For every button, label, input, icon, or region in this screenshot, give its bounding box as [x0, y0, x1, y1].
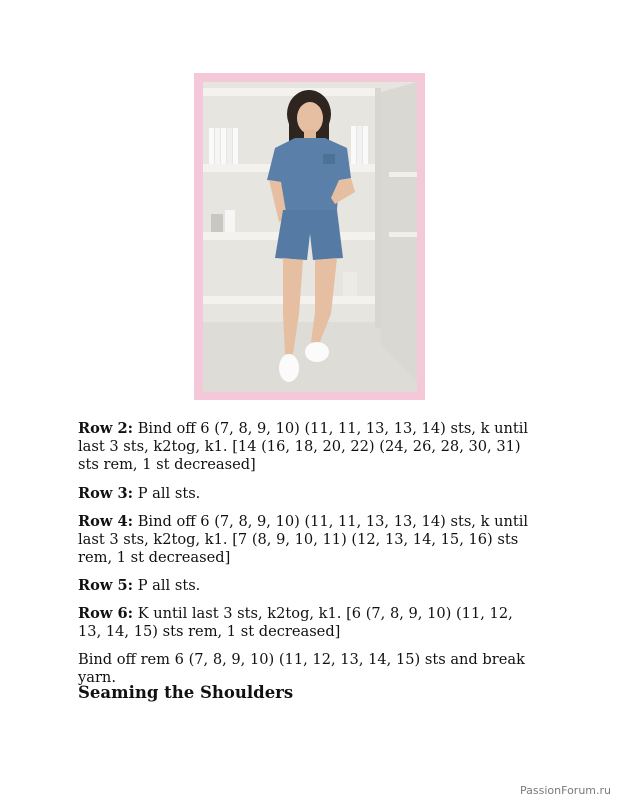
pattern-instructions [78, 420, 540, 687]
photo-frame [194, 73, 425, 400]
model-photo [203, 82, 417, 392]
row-label: Row 6: [78, 605, 134, 622]
row-text: K until last 3 sts, k2tog, k1. [6 (7, 8, 9, 10) (11, 12, 13, 14, 15) sts rem, 1 st decreased] [78, 605, 513, 640]
row-label: Row 2: [78, 420, 134, 437]
bind-off-instruction: Bind off rem 6 (7, 8, 9, 10) (11, 12, 13, 14, 15) sts and break yarn. [78, 651, 525, 686]
row-label: Row 3: [78, 485, 134, 502]
row-4-instruction [78, 513, 540, 567]
row-text: P all sts. [133, 577, 201, 594]
row-label: Row 5: [78, 577, 134, 594]
row-6-instruction [78, 605, 540, 641]
row-text: P all sts. [133, 485, 201, 502]
row-3-instruction [78, 485, 540, 503]
row-2-instruction [78, 420, 540, 474]
row-5-instruction [78, 577, 540, 595]
row-text: Bind off 6 (7, 8, 9, 10) (11, 11, 13, 13, 14) sts, k until last 3 sts, k2tog, k1. [7 (8, 9, 10, 11) (12, 13, 14, 15, 16) sts rem, 1 st decreased] [78, 513, 529, 566]
watermark: PassionForum.ru [520, 784, 611, 797]
section-heading: Seaming the Shoulders [78, 683, 294, 702]
model-photo-illustration [203, 82, 417, 392]
row-label: Row 4: [78, 513, 134, 530]
row-text: Bind off 6 (7, 8, 9, 10) (11, 11, 13, 13, 14) sts, k until last 3 sts, k2tog, k1. [14 (16, 18, 20, 22) (24, 26, 28, 30, 31) sts rem, 1 st decreased] [78, 420, 529, 473]
